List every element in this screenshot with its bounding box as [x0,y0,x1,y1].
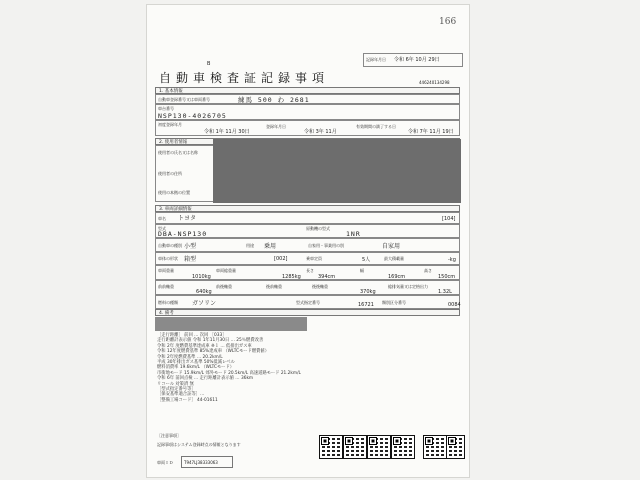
front-axle-label: 前前軸重 [158,284,174,289]
use-label: 用途 [246,243,254,248]
remark-line: ［走行距離］ 前回 … 次回 ［033］ [157,333,227,338]
remark-line: 令和 2年度燃費基準 … 20.2km/L [157,354,223,360]
fuel-row [155,295,460,309]
registration-label: 自動車登録番号又は車両番号 [158,97,210,102]
registration-date-label: 登録年月日 [266,124,286,129]
capacity-value: 5人 [362,257,371,263]
document-number: 446240134298 [419,80,450,85]
maker-row [155,212,460,224]
axle-row [155,280,460,295]
remark-line: 走行距離計表示値 令和 1年11月30日 … 25％燃費改善 [157,338,264,344]
issue-date-box [363,53,463,67]
class-number-label: 類別区分番号 [382,300,406,305]
model-value: DBA-NSP130 [158,230,208,238]
type-label: 自動車の種別 [158,243,182,248]
first-registration-value: 令和 1年 11月 30日 [204,129,250,135]
maker-label: 車名 [158,216,166,221]
qr-code-icon [391,435,415,459]
maker-code: [104] [442,216,456,222]
type-row [155,238,460,252]
body-label: 車体の形状 [158,256,178,261]
qr-code-icon [367,435,391,459]
max-load-label: 最大積載量 [384,256,404,261]
dates-row [155,120,460,136]
issue-date: 令和 6年 10月 29日 [394,57,440,63]
front-axle-value: 640kg [196,289,212,295]
body-code: [002] [274,256,288,262]
vehicle-id-label: 車両ＩＤ [157,460,173,465]
notice-label: ［注意事項］ [157,433,181,438]
expiry-value: 令和 7年 11月 19日 [408,129,454,135]
registration-date-value: 令和 3年 11月 [304,129,337,135]
rear-rear-axle-value: 370kg [360,289,376,295]
model-row [155,224,460,238]
maker-value: トヨタ [178,215,197,222]
capacity-label: 乗車定員 [306,256,322,261]
top-stamp: B [207,61,211,67]
height-value: 150cm [438,274,456,280]
user-labels [155,145,213,202]
qr-code-icon [319,435,343,459]
document-title: 自動車検査証記録事項 [159,71,330,85]
qr-code-icon [423,435,447,459]
user-name-label: 使用者の氏名又は名称 [158,150,198,155]
type-number-value: 16721 [358,302,374,308]
user-info-redaction [213,139,461,203]
chassis-value: NSP130-4026705 [158,112,227,120]
remark-line: ［整備工場コード］ 44-01611 [157,397,218,403]
engine-value: 1NR [346,230,361,238]
length-value: 394cm [318,274,336,280]
rear-rear-axle-label: 後後軸重 [312,284,328,289]
fuel-value: ガソリン [192,300,217,307]
issue-date-label: 記録年月日 [366,57,386,62]
weight-value: 1010kg [192,274,211,280]
notice-text: 記録事項はシステム登録時点の情報となります [157,442,241,447]
qr-code-icon [343,435,367,459]
type-number-label: 型式指定番号 [296,300,320,305]
user-address-label: 使用者の住所 [158,171,182,176]
front-rear-axle-label: 前後軸重 [216,284,232,289]
chassis-label: 車台番号 [158,106,174,111]
remark-line: 平成 30年排出ガス基準 50%低減レベル [157,360,235,366]
remark-line: ［保安基準適合証等］… [157,392,205,398]
remark-line: 令和 6年 前回点検 … 走行距離計表示値 … 36km [157,376,254,382]
weight-row [155,265,460,280]
remark-line: 市街地モード 15.9km/L 郊外モード 20.5km/L 高速道路モード 21.2km/L [157,370,301,376]
gross-weight-value: 1285kg [282,274,301,280]
registration-value: 練馬 500 わ 2681 [238,96,310,104]
remark-line: リコール 対策済 無 [157,381,194,387]
rear-front-axle-label: 後前軸重 [266,284,282,289]
use-value: 乗用 [264,243,277,250]
section-vehicle: 3. 車両詳細情報 [155,205,460,212]
fuel-label: 燃料の種類 [158,300,178,305]
max-load-value: -kg [448,257,456,263]
first-registration-label: 初度登録年月 [158,122,182,127]
expiry-label: 有効期間の満了する日 [356,124,396,129]
height-label: 高さ [424,268,432,273]
displacement-value: 1.32L [438,289,452,295]
section-user: 2. 使用者情報 [155,138,460,145]
section-remarks: 4. 備考 [155,309,460,316]
purpose-value: 自家用 [382,243,401,250]
width-label: 幅 [360,268,364,273]
body-row [155,252,460,265]
body-value: 箱型 [184,256,197,263]
section-basic: 1. 基本情報 [155,87,460,94]
engine-label: 原動機の型式 [306,226,330,231]
remarks-block [157,333,301,403]
remark-line: ［型式指定番号等］ [157,387,196,393]
registration-row [155,94,460,104]
qr-code-icon [446,435,465,459]
remarks-redaction [155,317,307,331]
vehicle-id-value: T947LJ38333063 [184,460,218,465]
certificate-sheet [146,4,470,478]
gross-weight-label: 車両総重量 [216,268,236,273]
length-label: 長さ [306,268,314,273]
remark-line: 燃料消費率 19.6km/L （WLTCモード） [157,365,235,371]
class-number-value: 0084 [448,302,461,308]
remark-line: 令和 2年 度燃費基準達成車 ※１ … 低排出ガス車 [157,343,252,349]
model-label: 型式 [158,226,166,231]
chassis-row [155,104,460,120]
width-value: 169cm [388,274,406,280]
purpose-label: 自家用・事業用の別 [308,243,344,248]
user-base-label: 使用の本拠の位置 [158,190,190,195]
remark-line: 令和 12年度燃費基準 85%達成車 （WLTCモード燃費値） [157,349,270,355]
weight-label: 車両重量 [158,268,174,273]
displacement-label: 総排気量又は定格出力 [388,284,428,289]
corner-number: 166 [439,17,457,27]
vehicle-id-box [181,456,233,468]
type-value: 小型 [184,243,197,250]
